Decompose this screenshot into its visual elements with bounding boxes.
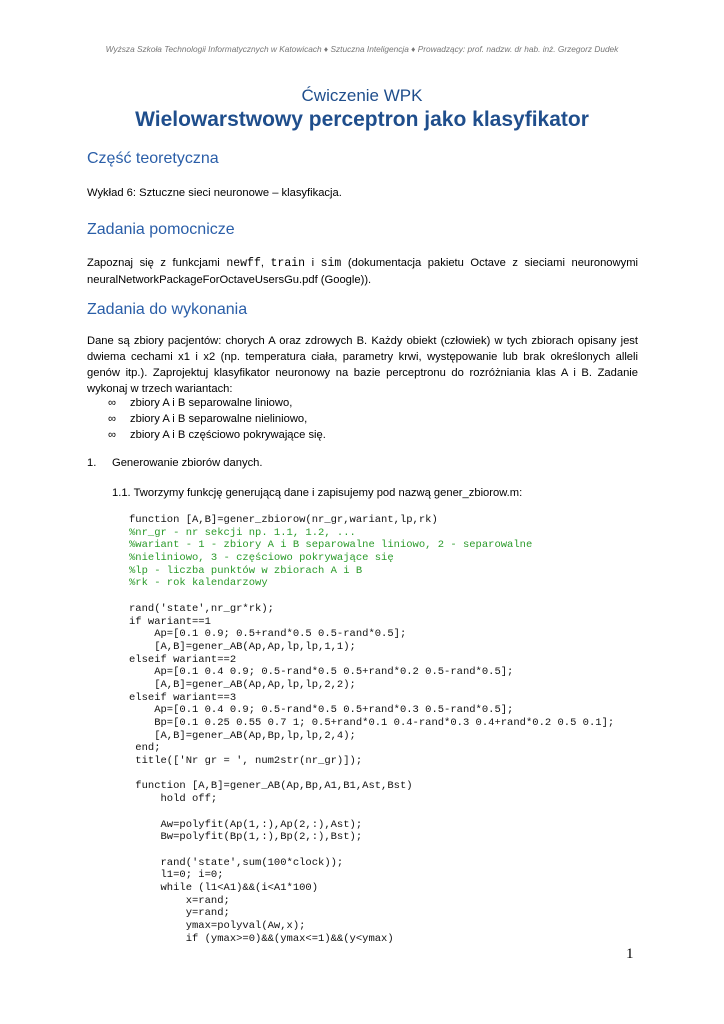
code-line (129, 844, 614, 857)
code-line: elseif wariant==2 (129, 653, 237, 666)
code-line: title(['Nr gr = ', num2str(nr_gr)]); (129, 755, 363, 768)
list-item (108, 427, 326, 443)
fn-newff: newff (226, 257, 261, 270)
code-line: rand('state',sum(100*clock)); (129, 856, 344, 869)
code-line: x=rand; (129, 894, 230, 907)
code-line: Bp=[0.1 0.25 0.55 0.7 1; 0.5+rand*0.1 0.4-rand*0.3 0.4+rand*0.2 0.5 0.1]; (129, 717, 615, 729)
code-line: Bw=polyfit(Bp(1,:),Bp(2,:),Bst); (129, 831, 363, 844)
code-line: l1=0; i=0; (129, 869, 224, 882)
infinity-bullet-icon: ∞ (108, 397, 116, 409)
infinity-bullet-icon: ∞ (108, 413, 116, 425)
variant-list (108, 395, 326, 443)
aux-text-post: (dokumentacja pakietu Octave z sieciami neuronowymi neuralNetworkPackageForOctaveUsersGu.pdf (Google)). (87, 257, 639, 286)
page-number: 1 (626, 946, 634, 962)
subitem-text: 1.1. Tworzymy funkcję generującą dane i zapisujemy pod nazwą gener_zbiorow.m: (112, 487, 523, 499)
code-line: [A,B]=gener_AB(Ap,Ap,lp,lp,2,2); (129, 678, 356, 691)
fn-sim: sim (320, 257, 342, 270)
code-line: while (l1<A1)&&(i<A1*100) (129, 881, 319, 894)
code-line (129, 806, 614, 819)
heading-tasks: Zadania do wykonania (87, 301, 248, 318)
exercise-subtitle: Ćwiczenie WPK (301, 86, 423, 105)
code-line: %nr_gr - nr sekcji np. 1.1, 1.2, ... (129, 526, 356, 539)
code-line: Ap=[0.1 0.4 0.9; 0.5-rand*0.5 0.5+rand*0.2 0.5-rand*0.5]; (129, 666, 514, 679)
item-text: Generowanie zbiorów danych. (112, 457, 263, 469)
tasks-intro-text: Dane są zbiory pacjentów: chorych A oraz zdrowych B. Każdy obiekt (człowiek) w tych zbiorach opisany jest dwiema cechami x1 i x2 (np. temperatura ciała, parametry krwi, występowanie lub brak określonych alleli genów itp.). Zaprojektuj klasyfikator neuronowy na bazie perceptronu do rozróżniania klas A i B. Zadanie wykonaj w trzech wariantach: (87, 335, 638, 395)
aux-text-pre: Zapoznaj się z funkcjami (87, 257, 227, 269)
code-line: %rk - rok kalendarzowy (129, 577, 268, 590)
code-line: function [A,B]=gener_zbiorow(nr_gr,wariant,lp,rk) (129, 514, 438, 526)
code-line: ymax=polyval(Aw,x); (129, 920, 306, 932)
list-item-text: zbiory A i B częściowo pokrywające się. (130, 429, 326, 441)
code-line: Aw=polyfit(Ap(1,:),Ap(2,:),Ast); (129, 818, 363, 831)
code-line: rand('state',nr_gr*rk); (129, 602, 274, 615)
code-line: [A,B]=gener_AB(Ap,Bp,lp,lp,2,4); (129, 729, 356, 742)
list-item (108, 395, 326, 411)
code-line: %lp - liczba punktów w zbiorach A i B (129, 564, 363, 577)
code-line: if (ymax>=0)&&(ymax<=1)&&(y<ymax) (129, 932, 394, 945)
heading-theory: Część teoretyczna (87, 150, 219, 167)
code-line (129, 768, 614, 781)
aux-sep-2: i (305, 257, 321, 269)
numbered-item (87, 457, 263, 469)
heading-auxiliary-tasks: Zadania pomocnicze (87, 221, 235, 238)
code-line: elseif wariant==3 (129, 691, 237, 704)
list-item-text: zbiory A i B separowalne liniowo, (130, 397, 293, 409)
code-line: %wariant - 1 - zbiory A i B separowalne liniowo, 2 - separowalne (129, 539, 533, 552)
item-number: 1. (87, 457, 97, 469)
aux-sep-1: , (260, 257, 271, 269)
auxiliary-tasks-text (87, 255, 638, 288)
code-listing (129, 514, 614, 945)
list-item (108, 411, 326, 427)
code-line: if wariant==1 (129, 615, 211, 628)
code-line: %nieliniowo, 3 - częściowo pokrywające się (129, 552, 394, 565)
page-header: Wyższa Szkoła Technologii Informatycznych w Katowicach ♦ Sztuczna Inteligencja ♦ Prowadzący: prof. nadzw. dr hab. inż. Grzegorz Dudek (105, 44, 619, 54)
code-line: hold off; (129, 793, 218, 806)
code-line: Ap=[0.1 0.4 0.9; 0.5-rand*0.5 0.5+rand*0.3 0.5-rand*0.5]; (129, 704, 514, 717)
document-title: Wielowarstwowy perceptron jako klasyfikator (135, 108, 589, 131)
code-line: Ap=[0.1 0.9; 0.5+rand*0.5 0.5-rand*0.5]; (129, 628, 407, 641)
theory-text: Wykład 6: Sztuczne sieci neuronowe – klasyfikacja. (87, 187, 342, 199)
list-item-text: zbiory A i B separowalne nieliniowo, (130, 413, 308, 425)
code-line: end; (129, 742, 161, 755)
fn-train: train (270, 257, 306, 270)
code-line: function [A,B]=gener_AB(Ap,Bp,A1,B1,Ast,Bst) (129, 780, 413, 793)
infinity-bullet-icon: ∞ (108, 429, 116, 441)
code-line: [A,B]=gener_AB(Ap,Ap,lp,lp,1,1); (129, 640, 356, 653)
code-line: y=rand; (129, 907, 230, 920)
code-line (129, 590, 614, 603)
